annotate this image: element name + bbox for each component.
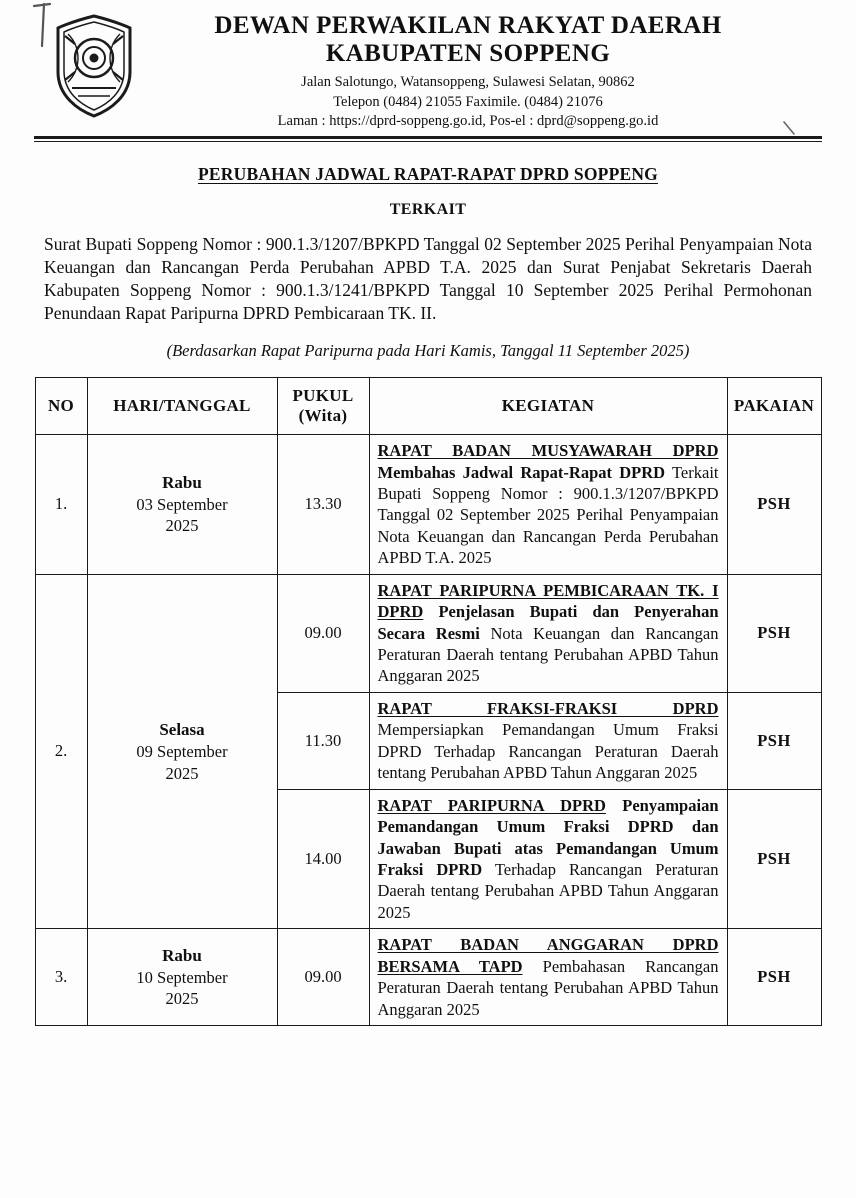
hari-date: 03 September bbox=[136, 494, 228, 514]
cell-hari-tanggal bbox=[87, 574, 277, 929]
cell-kegiatan bbox=[369, 435, 727, 575]
col-header-hari: HARI/TANGGAL bbox=[87, 378, 277, 435]
letterhead bbox=[0, 0, 856, 132]
document-subtitle: TERKAIT bbox=[389, 200, 467, 218]
kegiatan-body: Nota Keuangan dan Rancangan Peraturan Daerah tentang Perubahan APBD Tahun Anggaran 2025 bbox=[377, 623, 719, 686]
cell-hari-tanggal bbox=[87, 435, 277, 575]
document-title: PERUBAHAN JADWAL RAPAT-RAPAT DPRD SOPPENG bbox=[198, 163, 658, 184]
col-header-pukul-line2: (Wita) bbox=[298, 406, 348, 426]
org-web: Laman : https://dprd-soppeng.go.id, Pos-el : dprd@soppeng.go.id bbox=[277, 113, 659, 130]
cell-pukul: 09.00 bbox=[277, 929, 369, 1026]
document-paragraph: Surat Bupati Soppeng Nomor : 900.1.3/1207/BPKPD Tanggal 02 September 2025 Perihal Penyampaian Nota Keuangan dan Rancangan Perda Perubahan APBD T.A. 2025 dan Surat Penjabat Sekretaris Daerah Kabupaten Soppeng Nomor : 900.1.3/1241/BPKPD Tanggal 10 September 2025 Perihal Permohonan Penundaan Rapat Paripurna DPRD Pembicaraan TK. II. bbox=[44, 233, 812, 323]
schedule-table bbox=[35, 377, 822, 1026]
cell-kegiatan bbox=[369, 929, 727, 1026]
kegiatan-emphasis: Membahas Jadwal Rapat-Rapat DPRD bbox=[377, 462, 666, 482]
cell-pakaian: PSH bbox=[727, 574, 821, 692]
org-address: Jalan Salotungo, Watansoppeng, Sulawesi Selatan, 90862 bbox=[301, 74, 635, 90]
cell-kegiatan bbox=[369, 692, 727, 789]
col-header-kegiatan: KEGIATAN bbox=[369, 378, 727, 435]
col-header-pukul bbox=[277, 378, 369, 435]
cell-pukul: 11.30 bbox=[277, 692, 369, 789]
letterhead-text bbox=[154, 10, 822, 132]
kegiatan-body: Terkait Bupati Soppeng Nomor : 900.1.3/1207/BPKPD Tanggal 02 September 2025 Perihal Penyampaian Nota Keuangan dan Rancangan Perda Perubahan APBD T.A. 2025 bbox=[377, 462, 719, 568]
cell-no: 3. bbox=[35, 929, 87, 1026]
kegiatan-heading: RAPAT FRAKSI-FRAKSI DPRD bbox=[377, 698, 719, 718]
org-phone: Telepon (0484) 21055 Faximile. (0484) 21076 bbox=[333, 93, 603, 110]
hari-date: 10 September bbox=[136, 967, 228, 987]
cell-pakaian: PSH bbox=[727, 692, 821, 789]
hari-day: Rabu bbox=[162, 945, 202, 965]
hari-year: 2025 bbox=[165, 989, 199, 1009]
schedule-table-body bbox=[35, 435, 821, 1026]
org-contact-block bbox=[154, 73, 782, 132]
logo-container bbox=[34, 10, 154, 118]
kegiatan-heading: RAPAT PARIPURNA DPRD bbox=[377, 795, 606, 815]
table-row bbox=[35, 574, 821, 692]
table-row bbox=[35, 929, 821, 1026]
kegiatan-body: Terhadap Rancangan Peraturan Daerah tentang Perubahan APBD Tahun Anggaran 2025 bbox=[377, 859, 719, 922]
cell-pakaian: PSH bbox=[727, 929, 821, 1026]
hari-day: Rabu bbox=[162, 472, 202, 492]
hari-date: 09 September bbox=[136, 742, 228, 762]
kegiatan-body: Mempersiapkan Pemandangan Umum Fraksi DPRD Terhadap Rancangan Peraturan Daerah tentang Perubahan APBD Tahun Anggaran 2025 bbox=[377, 720, 719, 783]
col-header-no: NO bbox=[35, 378, 87, 435]
cell-kegiatan bbox=[369, 789, 727, 929]
col-header-pakaian: PAKAIAN bbox=[727, 378, 821, 435]
cell-hari-tanggal bbox=[87, 929, 277, 1026]
kegiatan-heading: RAPAT BADAN ANGGARAN DPRD BERSAMA TAPD bbox=[377, 935, 719, 976]
table-header-row bbox=[35, 378, 821, 435]
cell-pukul: 13.30 bbox=[277, 435, 369, 575]
cell-pukul: 14.00 bbox=[277, 789, 369, 929]
kegiatan-emphasis: Penjelasan Bupati dan Penyerahan Secara Resmi bbox=[377, 602, 719, 643]
org-title-line1: DEWAN PERWAKILAN RAKYAT DAERAH bbox=[214, 12, 722, 39]
document-note: (Berdasarkan Rapat Paripurna pada Hari Kamis, Tanggal 11 September 2025) bbox=[166, 341, 690, 361]
cell-pakaian: PSH bbox=[727, 789, 821, 929]
hari-year: 2025 bbox=[165, 763, 199, 783]
table-row bbox=[35, 435, 821, 575]
kegiatan-body: Pembahasan Rancangan Peraturan Daerah tentang Perubahan APBD Tahun Anggaran 2025 bbox=[377, 956, 719, 1019]
cell-pakaian: PSH bbox=[727, 435, 821, 575]
org-title-line2: KABUPATEN SOPPENG bbox=[325, 40, 611, 67]
soppeng-regency-emblem-icon bbox=[48, 14, 140, 118]
col-header-pukul-line1: PUKUL bbox=[292, 386, 354, 406]
cell-no: 2. bbox=[35, 574, 87, 929]
kegiatan-heading: RAPAT BADAN MUSYAWARAH DPRD bbox=[377, 441, 719, 461]
kegiatan-heading: RAPAT PARIPURNA PEMBICARAAN TK. I DPRD bbox=[377, 580, 719, 622]
letterhead-divider-thick bbox=[34, 136, 822, 139]
hari-year: 2025 bbox=[165, 516, 199, 536]
cell-pukul: 09.00 bbox=[277, 574, 369, 692]
cell-kegiatan bbox=[369, 574, 727, 692]
cell-no: 1. bbox=[35, 435, 87, 575]
letterhead-divider-thin bbox=[34, 141, 822, 142]
kegiatan-emphasis: Penyampaian Pemandangan Umum Fraksi DPRD dan Jawaban Bupati atas Pemandangan Umum Fraksi DPRD bbox=[377, 795, 719, 879]
hari-day: Selasa bbox=[159, 719, 205, 739]
